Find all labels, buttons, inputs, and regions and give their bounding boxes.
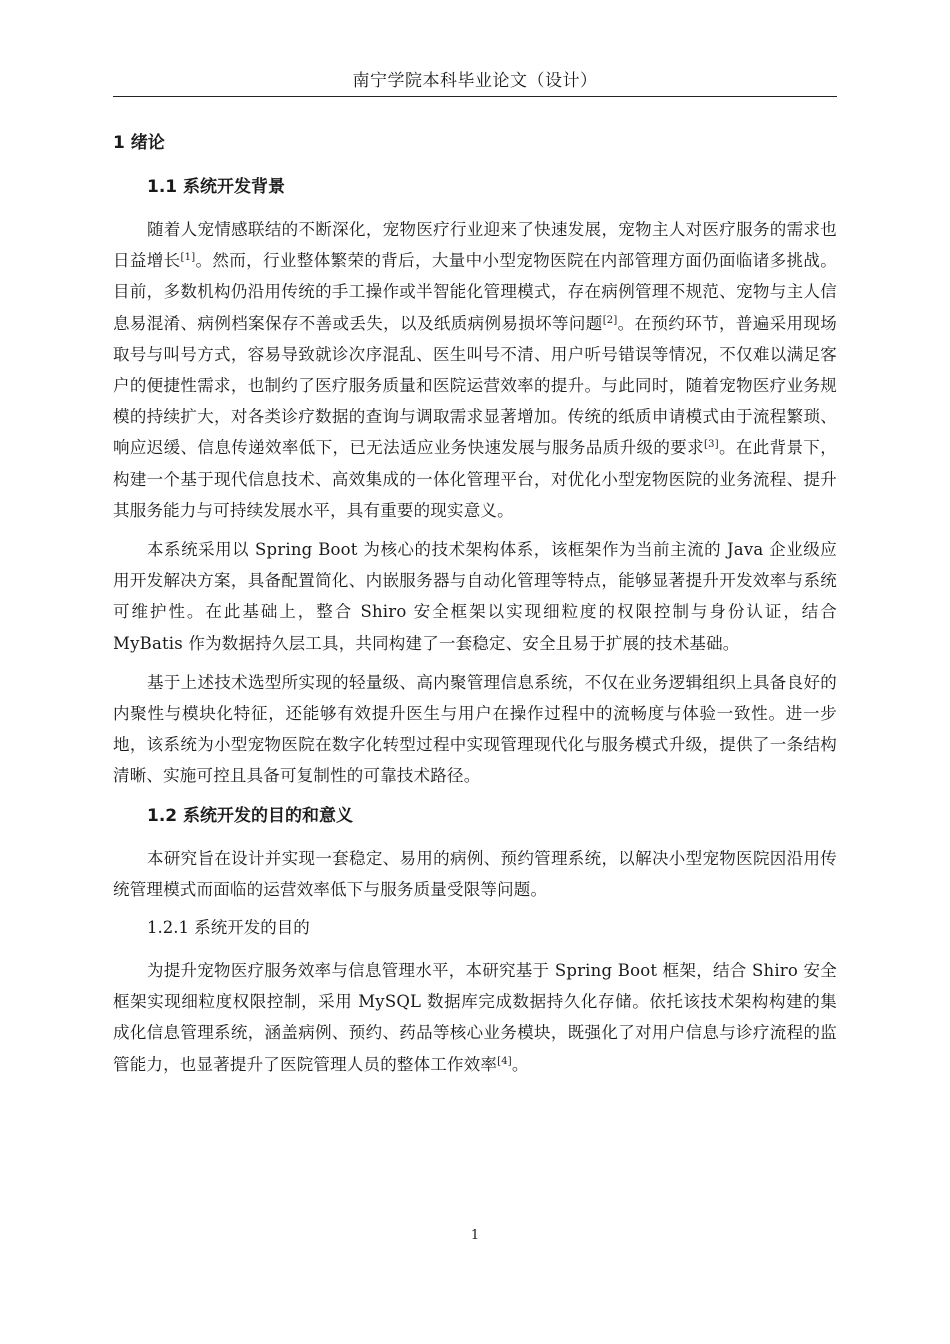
page-number: 1 <box>470 1228 480 1243</box>
page-body <box>113 128 837 1088</box>
citation-2: [2] <box>602 314 618 326</box>
chapter-heading: 1 绪论 <box>113 133 165 153</box>
paragraph-background-3: 基于上述技术选型所实现的轻量级、高内聚管理信息系统，不仅在业务逻辑组织上具备良好的内聚性与模块化特征，还能够有效提升医生与用户在操作过程中的流畅度与体验一致性。进一步地，该系统为小型宠物医院在数字化转型过程中实现管理现代化与服务模式升级，提供了一条结构清晰、实施可控且具备可复制性的可靠技术路径。 <box>113 672 837 786</box>
text-run: 。 <box>511 1054 529 1074</box>
citation-3: [3] <box>704 439 719 451</box>
section-heading-1-1: 1.1 系统开发背景 <box>147 177 286 197</box>
text-run: 随着人宠情感联结的不断深化，宠物医疗行业迎来了快速发展，宠物主人对医疗服务的需求也日益增长 <box>113 220 837 271</box>
citation-1: [1] <box>180 252 196 264</box>
text-run: 为提升宠物医疗服务效率与信息管理水平，本研究基于 Spring Boot 框架，结合 Shiro 安全框架实现细粒度权限控制，采用 MySQL 数据库完成数据持久化存储。依托该技术架构构建的集成化信息管理系统，涵盖病例、预约、药品等核心业务模块，既强化了对用户信息与诊疗流程的监管能力，也显著提升了医院管理人员的整体工作效率 <box>113 961 837 1074</box>
paragraph-purpose <box>113 955 837 1080</box>
header-rule <box>113 96 837 97</box>
paragraph-background-2: 本系统采用以 Spring Boot 为核心的技术架构体系，该框架作为当前主流的 Java 企业级应用开发解决方案，具备配置简化、内嵌服务器与自动化管理等特点，能够显著提升开发效率与系统可维护性。在此基础上，整合 Shiro 安全框架以实现细粒度的权限控制与身份认证，结合 MyBatis 作为数据持久层工具，共同构建了一套稳定、安全且易于扩展的技术基础。 <box>113 540 837 653</box>
paragraph-background-1 <box>113 214 837 526</box>
subsection-heading-1-2-1: 1.2.1 系统开发的目的 <box>147 918 310 938</box>
text-run: 。在预约环节，普遍采用现场取号与叫号方式，容易导致就诊次序混乱、医生叫号不清、用户听号错误等情况，不仅难以满足客户的便捷性需求，也制约了医疗服务质量和医院运营效率的提升。与此同时，随着宠物医疗业务规模的持续扩大，对各类诊疗数据的查询与调取需求显著增加。传统的纸质申请模式由于流程繁琐、响应迟缓、信息传递效率低下，已无法适应业务快速发展与服务品质升级的要求 <box>113 313 837 458</box>
citation-4: [4] <box>497 1055 512 1067</box>
text-run: 。然而，行业整体繁荣的背后，大量中小型宠物医院在内部管理方面仍面临诸多挑战。目前，多数机构仍沿用传统的手工操作或半智能化管理模式，存在病例管理不规范、宠物与主人信息易混淆、病例档案保存不善或丢失，以及纸质病例易损坏等问题 <box>113 251 837 333</box>
text-run: 。在此背景下，构建一个基于现代信息技术、高效集成的一体化管理平台，对优化小型宠物医院的业务流程、提升其服务能力与可持续发展水平，具有重要的现实意义。 <box>113 438 838 520</box>
running-header: 南宁学院本科毕业论文（设计） <box>352 71 598 91</box>
section-heading-1-2: 1.2 系统开发的目的和意义 <box>147 805 354 826</box>
paragraph-purpose-intro: 本研究旨在设计并实现一套稳定、易用的病例、预约管理系统，以解决小型宠物医院因沿用传统管理模式而面临的运营效率低下与服务质量受限等问题。 <box>113 848 837 899</box>
